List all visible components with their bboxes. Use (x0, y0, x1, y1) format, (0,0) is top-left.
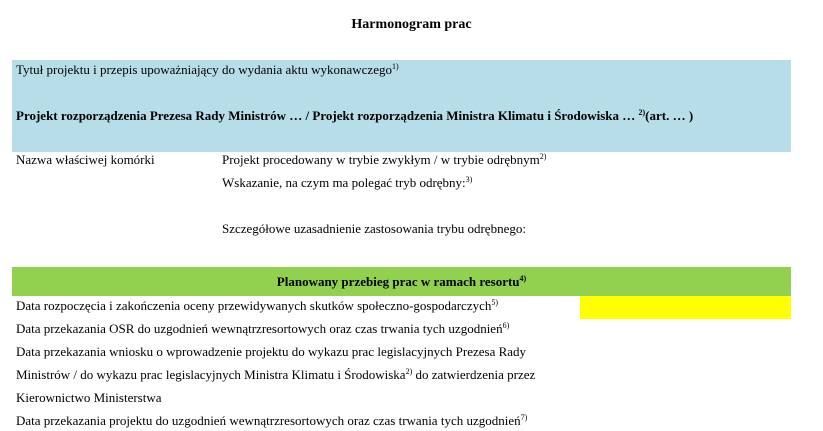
planned-row-list-request-line2: Ministrów / do wykazu prac legislacyjnych Ministra Klimatu i Środowiska$^{2)}$ do zatwierdzenia przez (16, 367, 536, 382)
planned-row-project-transfer: Data przekazania projektu do uzgodnień wewnątrzresortowych oraz czas trwania tych uzgodnień$^{7)}$ (16, 413, 528, 428)
planned-row-list-request-line1: Data przekazania wniosku o wprowadzenie projektu do wykazu prac legislacyjnych Prezesa Rady (16, 344, 527, 359)
footnote-ref: 1) (391, 62, 399, 71)
highlighted-date-cell (580, 296, 791, 319)
footnote-ref: 3) (465, 175, 473, 184)
separate-mode-indication: Wskazanie, na czym ma polegać tryb odrębny:$^{3)}$ (222, 175, 473, 190)
planned-row-osr-transfer: Data przekazania OSR do uzgodnień wewnątrzresortowych oraz czas trwania tych uzgodnień$^{6)}$ (16, 321, 510, 336)
footnote-ref: 6) (502, 321, 510, 330)
project-section-label: Tytuł projektu i przepis upoważniający do wydania aktu wykonawczego$^{1)}$ (16, 62, 399, 77)
document-title: Harmonogram prac (351, 17, 472, 32)
footnote-ref: 4) (519, 274, 527, 283)
footnote-ref: 2) (539, 152, 547, 161)
footnote-ref: 7) (520, 413, 528, 422)
planned-row-list-request-line3: Kierownictwo Ministerstwa (16, 390, 162, 405)
planned-works-header: Planowany przebieg prac w ramach resortu$^{4)}$ (276, 274, 527, 289)
footnote-ref: 2) (638, 108, 646, 117)
separate-mode-justification: Szczegółowe uzasadnienie zastosowania trybu odrębnego: (222, 221, 526, 236)
footnote-ref: 5) (491, 298, 499, 307)
procedure-mode-text: Projekt procedowany w trybie zwykłym / w trybie odrębnym$^{2)}$ (222, 152, 547, 167)
footnote-ref: 2) (405, 367, 413, 376)
unit-name-label: Nazwa właściwej komórki (16, 152, 155, 167)
project-title: Projekt rozporządzenia Prezesa Rady Ministrów … / Projekt rozporządzenia Ministra Klimatu i Środowiska … $^{2)}$(art. … ) (16, 108, 694, 123)
planned-row-osr-assessment: Data rozpoczęcia i zakończenia oceny przewidywanych skutków społeczno-gospodarczych$^{5)}$ (16, 298, 499, 313)
